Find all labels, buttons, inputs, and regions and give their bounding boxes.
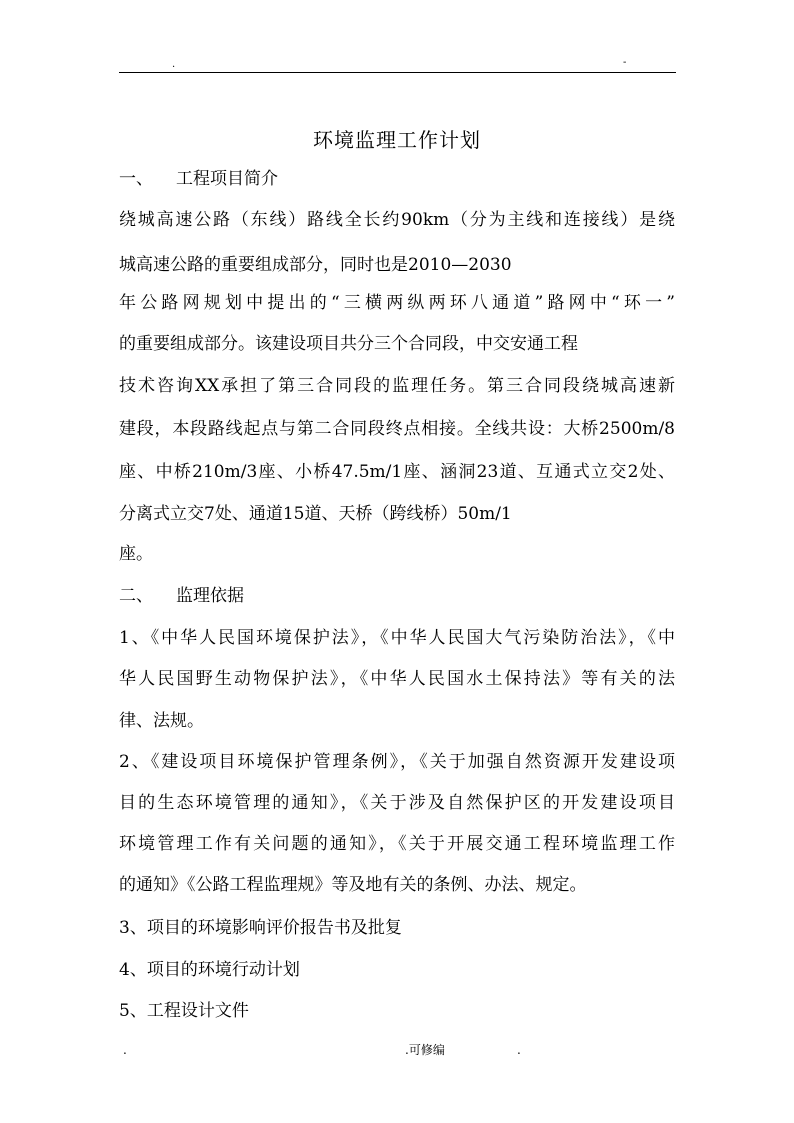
paragraph-line: 建段，本段路线起点与第二合同段终点相接。全线共设：大桥2500m/8 xyxy=(119,419,675,439)
header-left-mark: . xyxy=(172,59,176,70)
section-number: 二、 xyxy=(119,586,153,606)
paragraph-line: 的重要组成部分。该建设项目共分三个合同段，中交安通工程 xyxy=(119,334,578,354)
paragraph-line: 分离式立交7处、通道15道、天桥（跨线桥）50m/1 xyxy=(119,504,512,524)
paragraph-line: 2、《建设项目环境保护管理条例》，《关于加强自然资源开发建设项 xyxy=(119,752,675,772)
section-title: 监理依据 xyxy=(176,586,244,606)
header-right-mark: - xyxy=(623,57,627,68)
section-title: 工程项目简介 xyxy=(176,169,278,189)
paragraph-line: 绕城高速公路（东线）路线全长约90km（分为主线和连接线）是绕 xyxy=(119,210,675,230)
paragraph-line: 技术咨询XX承担了第三合同段的监理任务。第三合同段绕城高速新 xyxy=(119,376,675,396)
header-rule xyxy=(119,72,676,73)
paragraph-line: 华人民国野生动物保护法》，《中华人民国水土保持法》等有关的法 xyxy=(119,669,675,689)
paragraph-line: 1、《中华人民国环境保护法》，《中华人民国大气污染防治法》，《中 xyxy=(119,628,675,648)
paragraph-line: 目的生态环境管理的通知》，《关于涉及自然保护区的开发建设项目 xyxy=(119,793,675,813)
section-number: 一、 xyxy=(119,169,153,189)
list-item: 3、项目的环境影响评价报告书及批复 xyxy=(119,918,402,938)
paragraph-line: 座。 xyxy=(119,544,153,564)
paragraph-line: 年公路网规划中提出的“三横两纵两环八通道”路网中“环一” xyxy=(119,293,675,313)
footer-right-mark: . xyxy=(517,1043,521,1057)
paragraph-line: 律、法规。 xyxy=(119,711,204,731)
paragraph-line: 的通知》《公路工程监理规》等及地有关的条例、办法、规定。 xyxy=(119,875,587,895)
list-item: 5、工程设计文件 xyxy=(119,1001,249,1021)
document-title: 环境监理工作计划 xyxy=(313,128,481,152)
footer-left-mark: . xyxy=(123,1043,127,1057)
paragraph-line: 城高速公路的重要组成部分，同时也是2010—2030 xyxy=(119,255,512,275)
paragraph-line: 环境管理工作有关问题的通知》，《关于开展交通工程环境监理工作 xyxy=(119,834,675,854)
list-item: 4、项目的环境行动计划 xyxy=(119,960,300,980)
paragraph-line: 座、中桥210m/3座、小桥47.5m/1座、涵洞23道、互通式立交2处、 xyxy=(119,462,675,482)
section-heading-1 xyxy=(119,171,278,188)
section-heading-2 xyxy=(119,588,244,605)
footer-text: .可修编 xyxy=(405,1043,445,1057)
